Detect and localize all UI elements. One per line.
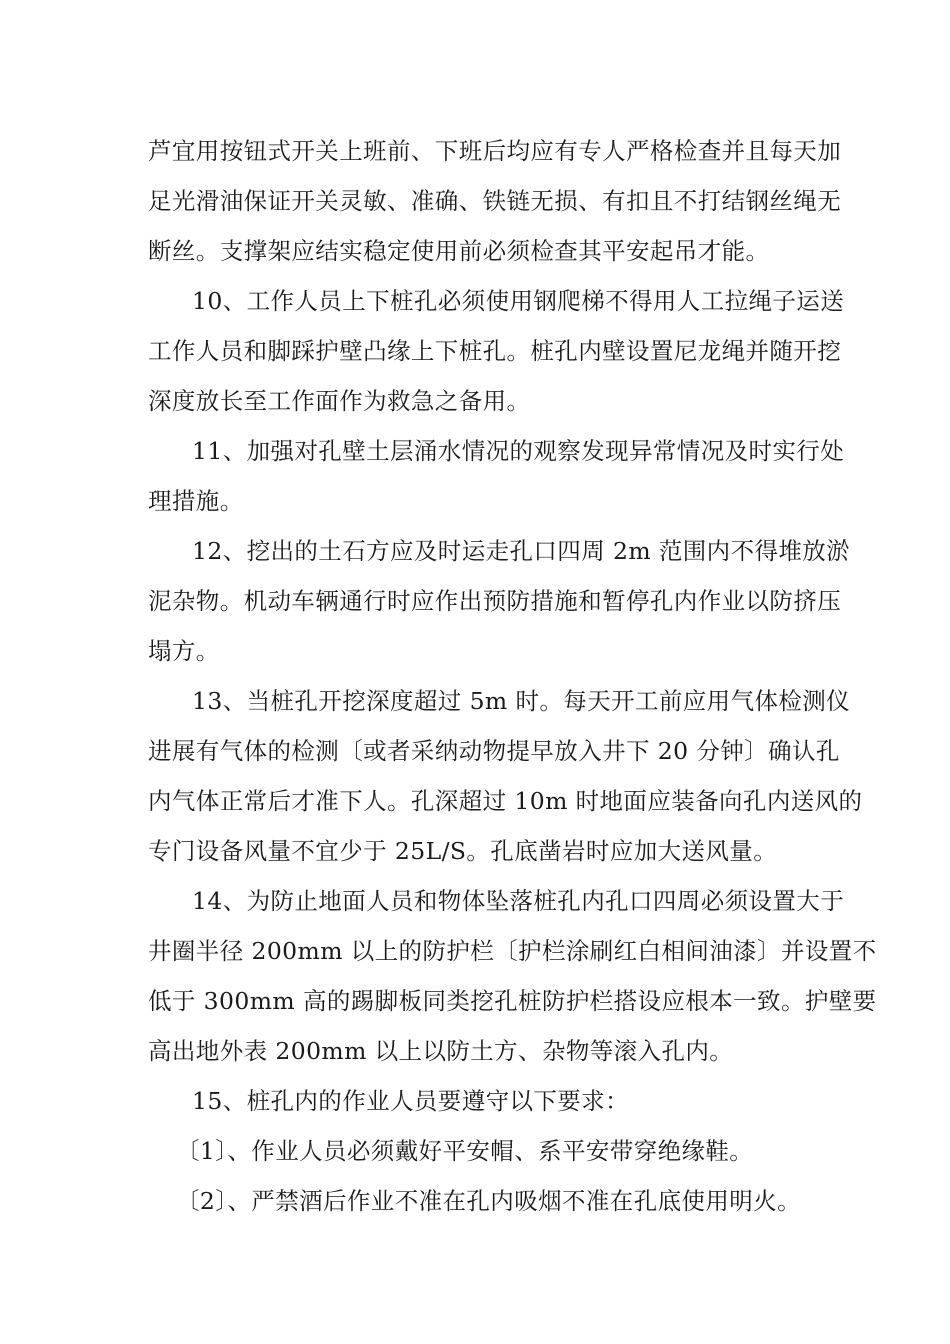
- paragraph-12-start: 12、挖出的土石方应及时运走孔口四周 2m 范围内不得堆放淤: [192, 537, 851, 565]
- text-line: 内气体正常后才准下人。孔深超过 10m 时地面应装备向孔内送风的: [148, 787, 863, 815]
- text-line: 塌方。: [148, 637, 220, 665]
- text-line: 井圈半径 200mm 以上的防护栏〔护栏涂刷红白相间油漆〕并设置不: [148, 937, 877, 965]
- text-line: 断丝。支撑架应结实稳定使用前必须检查其平安起吊才能。: [148, 237, 770, 265]
- sub-item-2: 〔2〕、严禁酒后作业不准在孔内吸烟不准在孔底使用明火。: [176, 1187, 802, 1215]
- text-line: 芦宜用按钮式开关上班前、下班后均应有专人严格检查并且每天加: [148, 137, 842, 165]
- text-line: 高出地外表 200mm 以上以防土方、杂物等滚入孔内。: [148, 1037, 734, 1065]
- paragraph-13-start: 13、当桩孔开挖深度超过 5m 时。每天开工前应用气体检测仪: [192, 687, 851, 715]
- text-line: 进展有气体的检测〔或者采纳动物提早放入井下 20 分钟〕确认孔: [148, 737, 840, 765]
- text-line: 泥杂物。机动车辆通行时应作出预防措施和暂停孔内作业以防挤压: [148, 587, 842, 615]
- text-line: 足光滑油保证开关灵敏、准确、铁链无损、有扣且不打结钢丝绳无: [148, 187, 842, 215]
- text-line: 理措施。: [148, 487, 244, 515]
- text-line: 工作人员和脚踩护壁凸缘上下桩孔。桩孔内壁设置尼龙绳并随开挖: [148, 337, 842, 365]
- paragraph-11-start: 11、加强对孔壁土层涌水情况的观察发现异常情况及时实行处: [192, 437, 845, 465]
- paragraph-14-start: 14、为防止地面人员和物体坠落桩孔内孔口四周必须设置大于: [192, 887, 845, 915]
- text-line: 低于 300mm 高的踢脚板同类挖孔桩防护栏搭设应根本一致。护壁要: [148, 987, 877, 1015]
- text-line: 专门设备风量不宜少于 25L/S。孔底凿岩时应加大送风量。: [148, 837, 778, 865]
- text-line: 深度放长至工作面作为救急之备用。: [148, 387, 531, 415]
- paragraph-15-start: 15、桩孔内的作业人员要遵守以下要求：: [192, 1087, 630, 1115]
- paragraph-10-start: 10、工作人员上下桩孔必须使用钢爬梯不得用人工拉绳子运送: [192, 287, 845, 315]
- sub-item-1: 〔1〕、作业人员必须戴好平安帽、系平安带穿绝缘鞋。: [176, 1137, 754, 1165]
